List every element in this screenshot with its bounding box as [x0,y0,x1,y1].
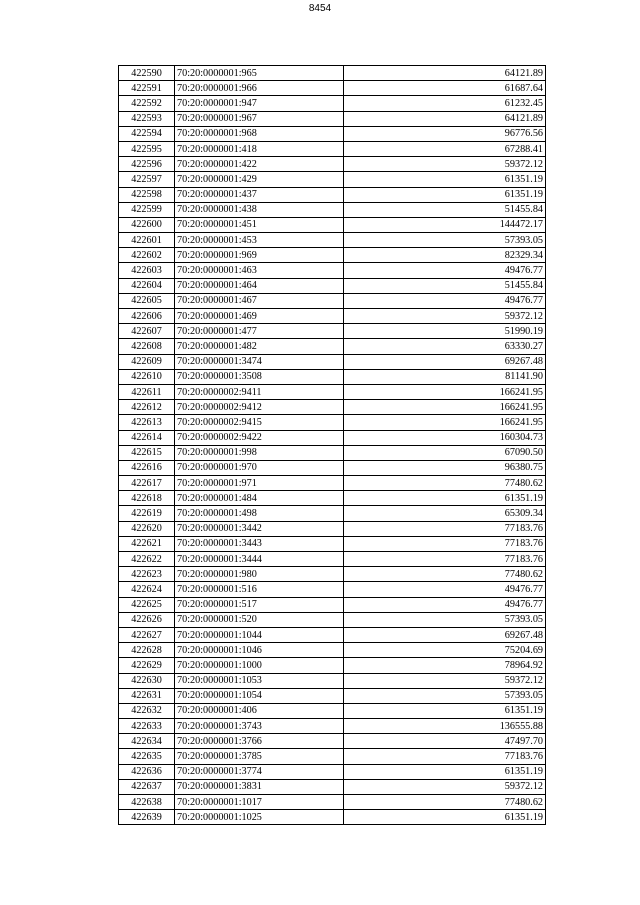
row-number-cell: 422622 [119,552,175,567]
value-cell: 82329.34 [344,248,546,263]
table-row [119,187,546,202]
row-number-cell: 422600 [119,217,175,232]
table-row [119,703,546,718]
cadastral-number-cell: 70:20:0000001:970 [175,460,344,475]
cadastral-number-cell: 70:20:0000001:3774 [175,764,344,779]
row-number-cell: 422602 [119,248,175,263]
value-cell: 77183.76 [344,552,546,567]
cadastral-number-cell: 70:20:0000001:3785 [175,749,344,764]
cadastral-number-cell: 70:20:0000001:1000 [175,658,344,673]
row-number-cell: 422617 [119,476,175,491]
cadastral-number-cell: 70:20:0000001:453 [175,233,344,248]
value-cell: 49476.77 [344,582,546,597]
row-number-cell: 422632 [119,703,175,718]
table-row [119,248,546,263]
cadastral-number-cell: 70:20:0000001:406 [175,703,344,718]
cadastral-number-cell: 70:20:0000001:998 [175,445,344,460]
cadastral-number-cell: 70:20:0000001:3831 [175,779,344,794]
value-cell: 63330.27 [344,339,546,354]
value-cell: 67090.50 [344,445,546,460]
row-number-cell: 422604 [119,278,175,293]
row-number-cell: 422627 [119,627,175,642]
table-row [119,567,546,582]
row-number-cell: 422629 [119,658,175,673]
cadastral-number-cell: 70:20:0000001:422 [175,157,344,172]
table-row [119,202,546,217]
value-cell: 61351.19 [344,810,546,825]
table-row [119,141,546,156]
value-cell: 77183.76 [344,521,546,536]
row-number-cell: 422615 [119,445,175,460]
cadastral-number-cell: 70:20:0000001:1046 [175,643,344,658]
table-row [119,658,546,673]
data-table [118,65,546,825]
table-row [119,734,546,749]
table-row [119,764,546,779]
page-number: 8454 [308,3,332,14]
row-number-cell: 422626 [119,612,175,627]
value-cell: 61351.19 [344,703,546,718]
row-number-cell: 422612 [119,400,175,415]
value-cell: 51455.84 [344,202,546,217]
value-cell: 57393.05 [344,233,546,248]
table-row [119,217,546,232]
value-cell: 51455.84 [344,278,546,293]
table-row [119,354,546,369]
cadastral-number-cell: 70:20:0000001:469 [175,309,344,324]
row-number-cell: 422608 [119,339,175,354]
row-number-cell: 422624 [119,582,175,597]
row-number-cell: 422610 [119,369,175,384]
row-number-cell: 422592 [119,96,175,111]
value-cell: 136555.88 [344,719,546,734]
table-row [119,157,546,172]
value-cell: 47497.70 [344,734,546,749]
cadastral-number-cell: 70:20:0000001:3444 [175,552,344,567]
cadastral-number-cell: 70:20:0000001:451 [175,217,344,232]
cadastral-number-cell: 70:20:0000001:971 [175,476,344,491]
value-cell: 77183.76 [344,536,546,551]
value-cell: 57393.05 [344,688,546,703]
table-row [119,673,546,688]
cadastral-number-cell: 70:20:0000001:3474 [175,354,344,369]
cadastral-number-cell: 70:20:0000001:429 [175,172,344,187]
cadastral-number-cell: 70:20:0000001:968 [175,126,344,141]
row-number-cell: 422590 [119,66,175,81]
value-cell: 96380.75 [344,460,546,475]
cadastral-number-cell: 70:20:0000001:3443 [175,536,344,551]
table-row [119,172,546,187]
cadastral-number-cell: 70:20:0000001:969 [175,248,344,263]
value-cell: 64121.89 [344,66,546,81]
row-number-cell: 422638 [119,795,175,810]
value-cell: 59372.12 [344,673,546,688]
value-cell: 49476.77 [344,293,546,308]
row-number-cell: 422596 [119,157,175,172]
row-number-cell: 422621 [119,536,175,551]
value-cell: 96776.56 [344,126,546,141]
table-row [119,506,546,521]
cadastral-number-cell: 70:20:0000001:1054 [175,688,344,703]
table-row [119,324,546,339]
row-number-cell: 422606 [119,309,175,324]
table-row [119,96,546,111]
table-row [119,415,546,430]
cadastral-number-cell: 70:20:0000001:467 [175,293,344,308]
row-number-cell: 422591 [119,81,175,96]
row-number-cell: 422620 [119,521,175,536]
value-cell: 59372.12 [344,309,546,324]
value-cell: 61351.19 [344,491,546,506]
cadastral-number-cell: 70:20:0000001:517 [175,597,344,612]
value-cell: 65309.34 [344,506,546,521]
table-row [119,278,546,293]
table-row [119,309,546,324]
table-row [119,597,546,612]
row-number-cell: 422595 [119,141,175,156]
value-cell: 166241.95 [344,384,546,399]
cadastral-number-cell: 70:20:0000001:464 [175,278,344,293]
value-cell: 81141.90 [344,369,546,384]
row-number-cell: 422611 [119,384,175,399]
table-row [119,627,546,642]
cadastral-number-cell: 70:20:0000001:965 [175,66,344,81]
value-cell: 67288.41 [344,141,546,156]
row-number-cell: 422616 [119,460,175,475]
cadastral-number-cell: 70:20:0000001:1044 [175,627,344,642]
value-cell: 59372.12 [344,779,546,794]
table-row [119,536,546,551]
cadastral-number-cell: 70:20:0000001:418 [175,141,344,156]
value-cell: 77183.76 [344,749,546,764]
value-cell: 77480.62 [344,795,546,810]
cadastral-number-cell: 70:20:0000001:967 [175,111,344,126]
value-cell: 77480.62 [344,476,546,491]
table-row [119,81,546,96]
value-cell: 49476.77 [344,597,546,612]
row-number-cell: 422631 [119,688,175,703]
row-number-cell: 422633 [119,719,175,734]
row-number-cell: 422605 [119,293,175,308]
row-number-cell: 422634 [119,734,175,749]
cadastral-number-cell: 70:20:0000002:9412 [175,400,344,415]
row-number-cell: 422594 [119,126,175,141]
table-row [119,582,546,597]
value-cell: 144472.17 [344,217,546,232]
row-number-cell: 422597 [119,172,175,187]
row-number-cell: 422619 [119,506,175,521]
value-cell: 166241.95 [344,415,546,430]
value-cell: 57393.05 [344,612,546,627]
cadastral-number-cell: 70:20:0000001:477 [175,324,344,339]
row-number-cell: 422614 [119,430,175,445]
table-row [119,749,546,764]
table-body [119,66,546,825]
table-row [119,552,546,567]
row-number-cell: 422623 [119,567,175,582]
cadastral-number-cell: 70:20:0000001:980 [175,567,344,582]
cadastral-number-cell: 70:20:0000002:9415 [175,415,344,430]
row-number-cell: 422613 [119,415,175,430]
row-number-cell: 422598 [119,187,175,202]
row-number-cell: 422636 [119,764,175,779]
cadastral-number-cell: 70:20:0000001:3743 [175,719,344,734]
value-cell: 75204.69 [344,643,546,658]
value-cell: 64121.89 [344,111,546,126]
value-cell: 61351.19 [344,187,546,202]
cadastral-number-cell: 70:20:0000001:947 [175,96,344,111]
table-row [119,476,546,491]
cadastral-number-cell: 70:20:0000002:9411 [175,384,344,399]
row-number-cell: 422609 [119,354,175,369]
value-cell: 69267.48 [344,627,546,642]
table-row [119,126,546,141]
table-row [119,810,546,825]
cadastral-number-cell: 70:20:0000002:9422 [175,430,344,445]
table-row [119,111,546,126]
cadastral-number-cell: 70:20:0000001:484 [175,491,344,506]
table-row [119,612,546,627]
value-cell: 61687.64 [344,81,546,96]
row-number-cell: 422625 [119,597,175,612]
cadastral-number-cell: 70:20:0000001:966 [175,81,344,96]
table-row [119,66,546,81]
table-row [119,384,546,399]
value-cell: 49476.77 [344,263,546,278]
row-number-cell: 422599 [119,202,175,217]
cadastral-number-cell: 70:20:0000001:1017 [175,795,344,810]
value-cell: 77480.62 [344,567,546,582]
cadastral-number-cell: 70:20:0000001:1053 [175,673,344,688]
row-number-cell: 422637 [119,779,175,794]
row-number-cell: 422601 [119,233,175,248]
row-number-cell: 422630 [119,673,175,688]
value-cell: 166241.95 [344,400,546,415]
table-row [119,491,546,506]
table-row [119,460,546,475]
value-cell: 61351.19 [344,172,546,187]
cadastral-number-cell: 70:20:0000001:463 [175,263,344,278]
table-row [119,263,546,278]
row-number-cell: 422607 [119,324,175,339]
row-number-cell: 422603 [119,263,175,278]
cadastral-number-cell: 70:20:0000001:498 [175,506,344,521]
table-row [119,688,546,703]
table-row [119,369,546,384]
table-row [119,795,546,810]
value-cell: 61232.45 [344,96,546,111]
cadastral-number-cell: 70:20:0000001:520 [175,612,344,627]
row-number-cell: 422639 [119,810,175,825]
cadastral-number-cell: 70:20:0000001:438 [175,202,344,217]
table-row [119,233,546,248]
cadastral-number-cell: 70:20:0000001:3508 [175,369,344,384]
table-row [119,430,546,445]
cadastral-number-cell: 70:20:0000001:1025 [175,810,344,825]
value-cell: 69267.48 [344,354,546,369]
table-row [119,339,546,354]
value-cell: 160304.73 [344,430,546,445]
cadastral-number-cell: 70:20:0000001:3766 [175,734,344,749]
table-row [119,643,546,658]
value-cell: 59372.12 [344,157,546,172]
table-row [119,719,546,734]
value-cell: 61351.19 [344,764,546,779]
table-row [119,779,546,794]
cadastral-number-cell: 70:20:0000001:3442 [175,521,344,536]
table-row [119,445,546,460]
row-number-cell: 422635 [119,749,175,764]
cadastral-number-cell: 70:20:0000001:516 [175,582,344,597]
table-row [119,293,546,308]
value-cell: 78964.92 [344,658,546,673]
row-number-cell: 422593 [119,111,175,126]
value-cell: 51990.19 [344,324,546,339]
row-number-cell: 422618 [119,491,175,506]
table-row [119,521,546,536]
row-number-cell: 422628 [119,643,175,658]
cadastral-number-cell: 70:20:0000001:437 [175,187,344,202]
table-row [119,400,546,415]
cadastral-number-cell: 70:20:0000001:482 [175,339,344,354]
